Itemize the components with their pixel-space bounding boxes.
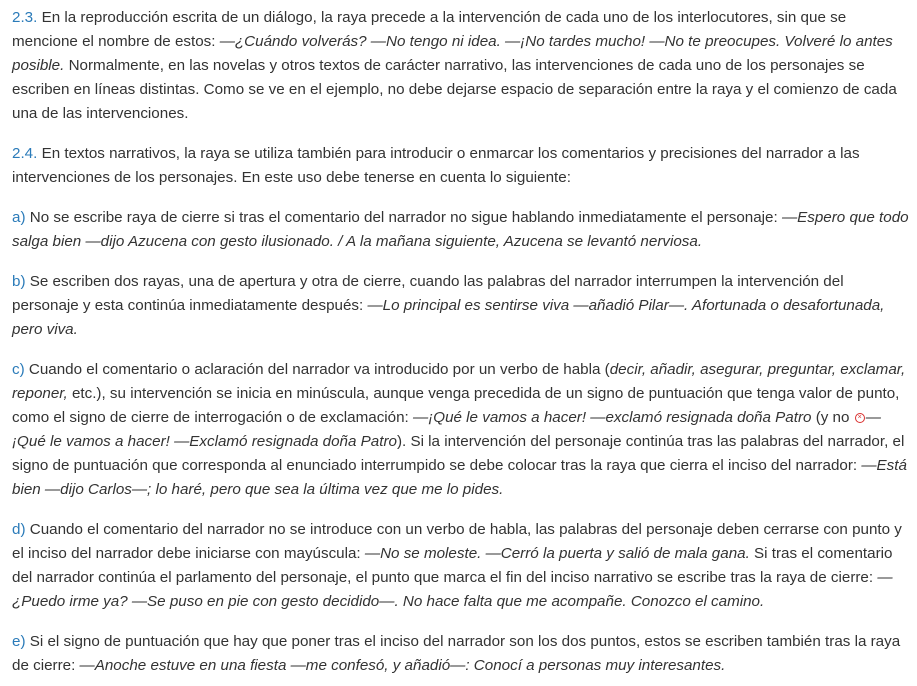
text: ). Si la intervención del personaje continúa tras las palabras del narrador, el signo de puntuación que corresponda al enunciado interrumpido se debe colocar tras la raya que cierra el inciso del narrador:: [12, 433, 905, 474]
example-text: —¿Cuándo volverás? —No tengo ni idea. —¡No tardes mucho! —No te preocupes. Volveré lo antes posible.: [12, 33, 893, 74]
item-letter: b): [12, 273, 26, 290]
text: En textos narrativos, la raya se utiliza también para introducir o enmarcar los comentarios y precisiones del narrador a las intervenciones de los personajes. En este uso debe tenerse en cuenta lo siguiente:: [12, 145, 860, 186]
section-number: 2.4.: [12, 145, 38, 162]
example-text: —¿Puedo irme ya? —Se puso en pie con gesto decidido—. No hace falta que me acompañe. Conozco el camino.: [12, 569, 893, 610]
section-number: 2.3.: [12, 9, 38, 26]
example-text: decir, añadir, asegurar, preguntar, exclamar, reponer,: [12, 361, 906, 402]
paragraph-b: [12, 270, 911, 342]
example-text: —¡Qué le vamos a hacer! —Exclamó resignada doña Patro: [12, 409, 881, 450]
example-text: —Lo principal es sentirse viva —añadió Pilar—. Afortunada o desafortunada, pero viva.: [12, 297, 885, 338]
example-text: —Anoche estuve en una fiesta —me confesó, y añadió—: Conocí a personas muy interesantes.: [79, 657, 726, 674]
text: Si tras el comentario del narrador continúa el parlamento del personaje, el punto que marca el fin del inciso narrativo se escribe tras la raya de cierre:: [12, 545, 893, 586]
paragraph-c: [12, 358, 911, 502]
paragraph-2-3: [12, 6, 911, 126]
item-letter: e): [12, 633, 26, 650]
paragraph-2-4: [12, 142, 911, 190]
paragraph-e: [12, 630, 911, 678]
example-text: —Está bien —dijo Carlos—; lo haré, pero que sea la última vez que me lo pides.: [12, 457, 907, 498]
paragraph-d: [12, 518, 911, 614]
text: Se escriben dos rayas, una de apertura y otra de cierre, cuando las palabras del narrador interrumpen la intervención del personaje y esta continúa inmediatamente después:: [12, 273, 844, 314]
crossed-circle-icon: ×: [855, 413, 865, 423]
example-text: —¡Qué le vamos a hacer! —exclamó resignada doña Patro: [413, 409, 812, 426]
text: Si el signo de puntuación que hay que poner tras el inciso del narrador son los dos puntos, estos se escriben también tras la raya de cierre:: [12, 633, 901, 674]
text: etc.), su intervención se inicia en minúscula, aunque venga precedida de un signo de puntuación que tenga valor de punto, como el signo de cierre de interrogación o de exclamación:: [12, 385, 900, 426]
text: Cuando el comentario o aclaración del narrador va introducido por un verbo de habla (: [24, 361, 610, 378]
example-text: —No se moleste. —Cerró la puerta y salió de mala gana.: [364, 545, 750, 562]
item-letter: a): [12, 209, 26, 226]
item-letter: c): [12, 361, 25, 378]
text: Cuando el comentario del narrador no se introduce con un verbo de habla, las palabras del personaje deben cerrarse con punto y el inciso del narrador debe iniciarse con mayúscula:: [12, 521, 902, 562]
item-letter: d): [12, 521, 26, 538]
example-text: —Espero que todo salga bien —dijo Azucena con gesto ilusionado. / A la mañana siguiente, Azucena se levantó nerviosa.: [12, 209, 909, 250]
text: (y no: [811, 409, 854, 426]
text: En la reproducción escrita de un diálogo, la raya precede a la intervención de cada uno de los interlocutores, sin que se mencione el nombre de estos:: [12, 9, 847, 50]
paragraph-a: [12, 206, 911, 254]
text: No se escribe raya de cierre si tras el comentario del narrador no sigue hablando inmediatamente el personaje:: [25, 209, 782, 226]
text: Normalmente, en las novelas y otros textos de carácter narrativo, las intervenciones de cada uno de los personajes se escriben en líneas distintas. Como se ve en el ejemplo, no debe dejarse espacio de separación entre la raya y el comienzo de cada una de las intervenciones.: [12, 57, 897, 122]
